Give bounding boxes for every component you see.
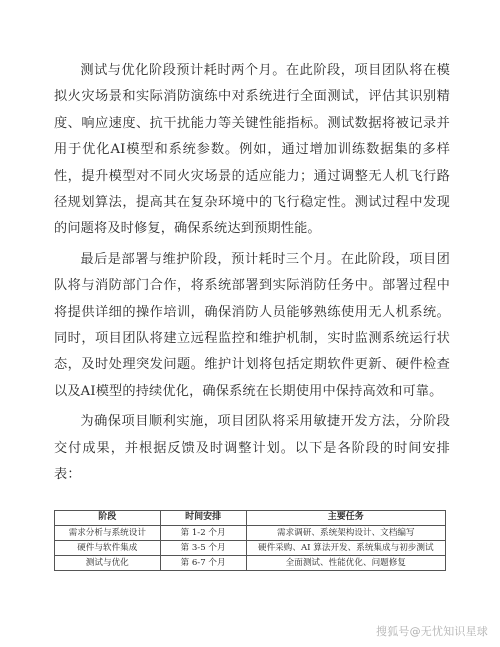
cell-phase: 需求分析与系统设计 <box>55 526 161 541</box>
cell-timeline: 第 6-7 个月 <box>160 556 246 571</box>
header-phase: 阶段 <box>55 511 161 526</box>
cell-timeline: 第 3-5 个月 <box>160 541 246 556</box>
cell-tasks: 需求调研、系统架构设计、文档编写 <box>246 526 445 541</box>
header-main-tasks: 主要任务 <box>246 511 445 526</box>
cell-phase: 测试与优化 <box>55 556 161 571</box>
schedule-table <box>54 510 446 571</box>
paragraph-schedule-intro: 为确保项目顺利实施，项目团队将采用敏捷开发方法，分阶段交付成果，并根据反馈及时调整计划。以下是各阶段的时间安排表： <box>54 414 450 483</box>
table-row <box>55 556 446 571</box>
paragraph-testing-phase: 测试与优化阶段预计耗时两个月。在此阶段，项目团队将在模拟火灾场景和实际消防演练中对系统进行全面测试，评估其识别精度、响应速度、抗干扰能力等关键性能指标。测试数据将被记录并用于优化AI模型和系统参数。例如，通过增加训练数据集的多样性，提升模型对不同火灾场景的适应能力；通过调整无人机飞行路径规划算法，提高其在复杂环境中的飞行稳定性。测试过程中发现的问题将及时修复，确保系统达到预期性能。 <box>54 63 450 237</box>
cell-tasks: 全面测试、性能优化、问题修复 <box>246 556 445 571</box>
table-row <box>55 526 446 541</box>
paragraph-deployment-phase: 最后是部署与维护阶段，预计耗时三个月。在此阶段，项目团队将与消防部门合作，将系统部署到实际消防任务中。部署过程中将提供详细的操作培训，确保消防人员能够熟练使用无人机系统。同时，项目团队将建立远程监控和维护机制，实时监测系统运行状态，及时处理突发问题。维护计划将包括定期软件更新、硬件检查以及AI模型的持续优化，确保系统在长期使用中保持高效和可靠。 <box>54 251 450 399</box>
table-row <box>55 541 446 556</box>
watermark: 搜狐号@无忧知识星球 <box>376 625 488 638</box>
table-header-row <box>55 511 446 526</box>
schedule-table-container <box>54 510 446 571</box>
cell-timeline: 第 1-2 个月 <box>160 526 246 541</box>
document-body <box>54 58 450 489</box>
cell-phase: 硬件与软件集成 <box>55 541 161 556</box>
header-timeline: 时间安排 <box>160 511 246 526</box>
cell-tasks: 硬件采购、AI 算法开发、系统集成与初步测试 <box>246 541 445 556</box>
